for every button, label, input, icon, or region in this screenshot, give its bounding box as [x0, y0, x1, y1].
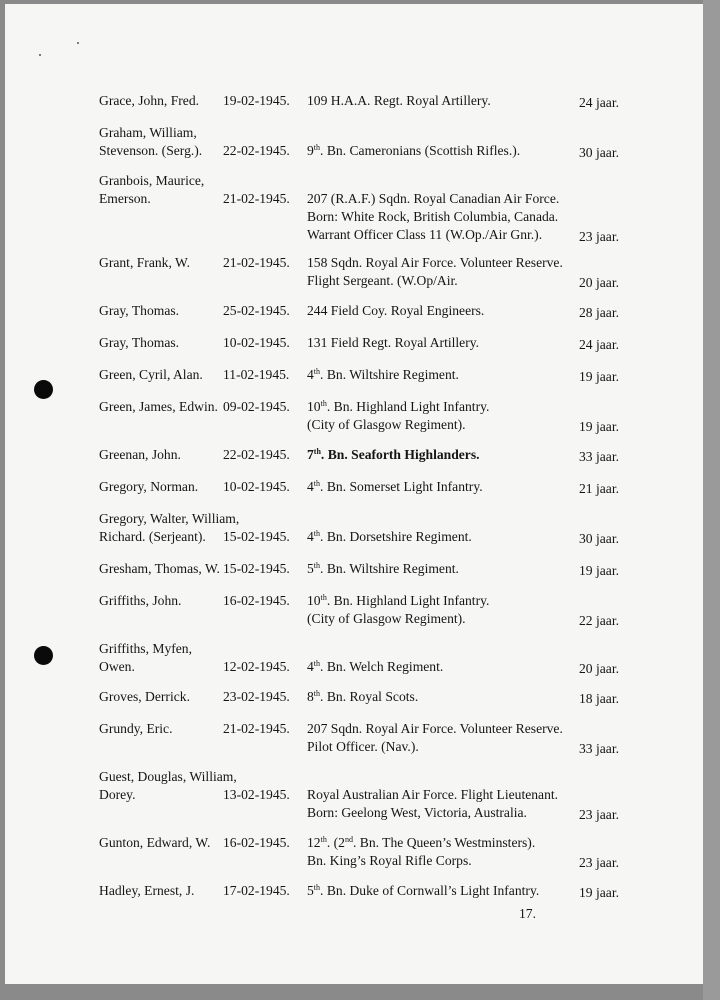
- age-text: 24 jaar.: [578, 337, 619, 352]
- casualty-entry: [99, 398, 619, 434]
- casualty-name: Griffiths, John.: [99, 593, 182, 608]
- casualty-entry: [99, 446, 619, 464]
- casualty-entry: [99, 92, 619, 110]
- age-text: 19 jaar.: [578, 563, 619, 578]
- death-date: 11-02-1945.: [223, 367, 290, 382]
- ordinal-suffix: th: [313, 529, 321, 538]
- entry-line: [99, 142, 619, 160]
- entry-line: [99, 658, 619, 676]
- unit-text: 158 Sqdn. Royal Air Force. Volunteer Reserve.: [307, 255, 563, 270]
- paper-speck: [39, 54, 41, 56]
- death-date: 22-02-1945.: [223, 143, 290, 158]
- age-text: 33 jaar.: [578, 741, 619, 756]
- ordinal-suffix: th: [313, 659, 321, 668]
- unit-text: 207 (R.A.F.) Sqdn. Royal Canadian Air Force.: [307, 191, 560, 206]
- casualty-name: Gresham, Thomas, W.: [99, 561, 220, 576]
- entry-line: [99, 208, 619, 226]
- unit-text: Flight Sergeant. (W.Op/Air.: [307, 273, 458, 288]
- age-text: 19 jaar.: [578, 419, 619, 434]
- unit-text: 5th. Bn. Duke of Cornwall’s Light Infantry.: [307, 883, 540, 898]
- casualty-entry: [99, 366, 619, 384]
- death-date: 21-02-1945.: [223, 191, 290, 206]
- casualty-entry: [99, 882, 619, 900]
- casualty-name: Grundy, Eric.: [99, 721, 173, 736]
- death-date: 19-02-1945.: [223, 93, 290, 108]
- entry-line: [99, 510, 619, 528]
- casualty-name: Richard. (Serjeant).: [99, 529, 206, 544]
- casualty-entry: [99, 478, 619, 496]
- unit-text: 10th. Bn. Highland Light Infantry.: [307, 593, 490, 608]
- casualty-name: Owen.: [99, 659, 135, 674]
- scanner-edge: [703, 0, 720, 1000]
- ordinal-suffix: th: [313, 689, 321, 698]
- unit-text: Born: Geelong West, Victoria, Australia.: [307, 805, 527, 820]
- death-date: 10-02-1945.: [223, 335, 290, 350]
- casualty-name: Gray, Thomas.: [99, 303, 180, 318]
- entry-line: [99, 560, 619, 578]
- ordinal-suffix: nd: [344, 835, 353, 844]
- unit-text: Pilot Officer. (Nav.).: [307, 739, 419, 754]
- death-date: 10-02-1945.: [223, 479, 290, 494]
- ordinal-suffix: th: [313, 367, 321, 376]
- age-text: 23 jaar.: [578, 807, 619, 822]
- age-text: 28 jaar.: [578, 305, 619, 320]
- binder-hole: [34, 380, 53, 399]
- casualty-name: Granbois, Maurice,: [99, 173, 205, 188]
- unit-text: Royal Australian Air Force. Flight Lieutenant.: [307, 787, 559, 802]
- age-text: 30 jaar.: [578, 145, 619, 160]
- ordinal-suffix: th: [313, 479, 321, 488]
- unit-text: 207 Sqdn. Royal Air Force. Volunteer Reserve.: [307, 721, 563, 736]
- casualty-entry: [99, 302, 619, 320]
- entry-line: [99, 226, 619, 244]
- death-date: 09-02-1945.: [223, 399, 290, 414]
- paper-speck: [77, 42, 79, 44]
- casualty-entry: [99, 834, 619, 870]
- entry-line: [99, 882, 619, 900]
- death-date: 25-02-1945.: [223, 303, 290, 318]
- age-text: 23 jaar.: [578, 229, 619, 244]
- unit-text: 10th. Bn. Highland Light Infantry.: [307, 399, 490, 414]
- unit-text: Warrant Officer Class 11 (W.Op./Air Gnr.).: [307, 227, 543, 242]
- casualty-entry: [99, 172, 619, 244]
- casualty-name: Gray, Thomas.: [99, 335, 180, 350]
- unit-text: (City of Glasgow Regiment).: [307, 417, 466, 432]
- casualty-name: Hadley, Ernest, J.: [99, 883, 195, 898]
- entry-line: [99, 172, 619, 190]
- unit-text: 244 Field Coy. Royal Engineers.: [307, 303, 485, 318]
- casualty-entry: [99, 124, 619, 160]
- page-number: 17.: [519, 906, 536, 921]
- entry-line: [99, 398, 619, 416]
- entry-line: [99, 190, 619, 208]
- casualty-entry: [99, 560, 619, 578]
- age-text: 22 jaar.: [578, 613, 619, 628]
- entry-line: [99, 416, 619, 434]
- entry-line: [99, 366, 619, 384]
- death-date: 15-02-1945.: [223, 561, 290, 576]
- casualty-name: Groves, Derrick.: [99, 689, 190, 704]
- casualty-entry: [99, 768, 619, 822]
- casualty-name: Grant, Frank, W.: [99, 255, 190, 270]
- unit-text: 4th. Bn. Welch Regiment.: [307, 659, 444, 674]
- entry-line: [99, 852, 619, 870]
- unit-text: 4th. Bn. Somerset Light Infantry.: [307, 479, 483, 494]
- casualty-entry: [99, 640, 619, 676]
- entry-line: [99, 804, 619, 822]
- casualty-entry: [99, 688, 619, 706]
- entry-line: [99, 688, 619, 706]
- entry-line: [99, 640, 619, 658]
- ordinal-suffix: th: [313, 883, 321, 892]
- casualty-name: Griffiths, Myfen,: [99, 641, 193, 656]
- ordinal-suffix: th: [313, 143, 321, 152]
- casualty-entry: [99, 720, 619, 756]
- age-text: 24 jaar.: [578, 95, 619, 110]
- casualty-name: Greenan, John.: [99, 447, 181, 462]
- ordinal-suffix: th: [313, 561, 321, 570]
- entry-line: [99, 834, 619, 852]
- age-text: 20 jaar.: [578, 275, 619, 290]
- casualty-entry: [99, 254, 619, 290]
- age-text: 30 jaar.: [578, 531, 619, 546]
- entry-line: [99, 786, 619, 804]
- casualty-name: Gregory, Norman.: [99, 479, 199, 494]
- ordinal-suffix: th: [320, 835, 327, 844]
- casualty-name: Gregory, Walter, William,: [99, 511, 240, 526]
- age-text: 20 jaar.: [578, 661, 619, 676]
- age-text: 19 jaar.: [578, 885, 619, 900]
- entry-line: [99, 124, 619, 142]
- casualty-entry: [99, 592, 619, 628]
- document-page: [5, 4, 705, 984]
- entry-line: [99, 592, 619, 610]
- death-date: 16-02-1945.: [223, 835, 290, 850]
- ordinal-suffix: th: [320, 593, 327, 602]
- entry-line: [99, 254, 619, 272]
- death-date: 21-02-1945.: [223, 255, 290, 270]
- unit-text: (City of Glasgow Regiment).: [307, 611, 466, 626]
- casualty-entry: [99, 334, 619, 352]
- unit-text: 131 Field Regt. Royal Artillery.: [307, 335, 480, 350]
- ordinal-suffix: th: [320, 399, 327, 408]
- age-text: 23 jaar.: [578, 855, 619, 870]
- casualty-name: Grace, John, Fred.: [99, 93, 200, 108]
- unit-text: 4th. Bn. Dorsetshire Regiment.: [307, 529, 472, 544]
- death-date: 15-02-1945.: [223, 529, 290, 544]
- age-text: 21 jaar.: [578, 481, 619, 496]
- casualty-name: Dorey.: [99, 787, 136, 802]
- entry-line: [99, 478, 619, 496]
- unit-text: 7th. Bn. Seaforth Highlanders.: [307, 447, 480, 462]
- death-date: 12-02-1945.: [223, 659, 290, 674]
- death-date: 16-02-1945.: [223, 593, 290, 608]
- casualty-name: Guest, Douglas, William,: [99, 769, 237, 784]
- age-text: 18 jaar.: [578, 691, 619, 706]
- casualty-name: Gunton, Edward, W.: [99, 835, 211, 850]
- entry-line: [99, 768, 619, 786]
- casualty-name: Green, James, Edwin.: [99, 399, 218, 414]
- entry-line: [99, 738, 619, 756]
- death-date: 17-02-1945.: [223, 883, 290, 898]
- unit-text: 4th. Bn. Wiltshire Regiment.: [307, 367, 459, 382]
- age-text: 19 jaar.: [578, 369, 619, 384]
- entry-line: [99, 528, 619, 546]
- age-text: 33 jaar.: [578, 449, 619, 464]
- entry-line: [99, 302, 619, 320]
- entry-line: [99, 446, 619, 464]
- entry-line: [99, 334, 619, 352]
- binder-hole: [34, 646, 53, 665]
- death-date: 23-02-1945.: [223, 689, 290, 704]
- ordinal-suffix: th: [313, 447, 321, 456]
- unit-text: 12th. (2nd. Bn. The Queen’s Westminsters).: [307, 835, 536, 850]
- casualty-name: Green, Cyril, Alan.: [99, 367, 203, 382]
- casualty-entry: [99, 510, 619, 546]
- entry-line: [99, 272, 619, 290]
- unit-text: 5th. Bn. Wiltshire Regiment.: [307, 561, 459, 576]
- unit-text: Bn. King’s Royal Rifle Corps.: [307, 853, 472, 868]
- unit-text: 9th. Bn. Cameronians (Scottish Rifles.).: [307, 143, 521, 158]
- death-date: 21-02-1945.: [223, 721, 290, 736]
- entry-line: [99, 720, 619, 738]
- death-date: 13-02-1945.: [223, 787, 290, 802]
- entry-line: [99, 610, 619, 628]
- unit-text: 8th. Bn. Royal Scots.: [307, 689, 419, 704]
- unit-text: Born: White Rock, British Columbia, Canada.: [307, 209, 559, 224]
- unit-text: 109 H.A.A. Regt. Royal Artillery.: [307, 93, 491, 108]
- casualty-name: Emerson.: [99, 191, 151, 206]
- entry-line: [99, 92, 619, 110]
- casualty-name: Stevenson. (Serg.).: [99, 143, 203, 158]
- casualty-name: Graham, William,: [99, 125, 197, 140]
- death-date: 22-02-1945.: [223, 447, 290, 462]
